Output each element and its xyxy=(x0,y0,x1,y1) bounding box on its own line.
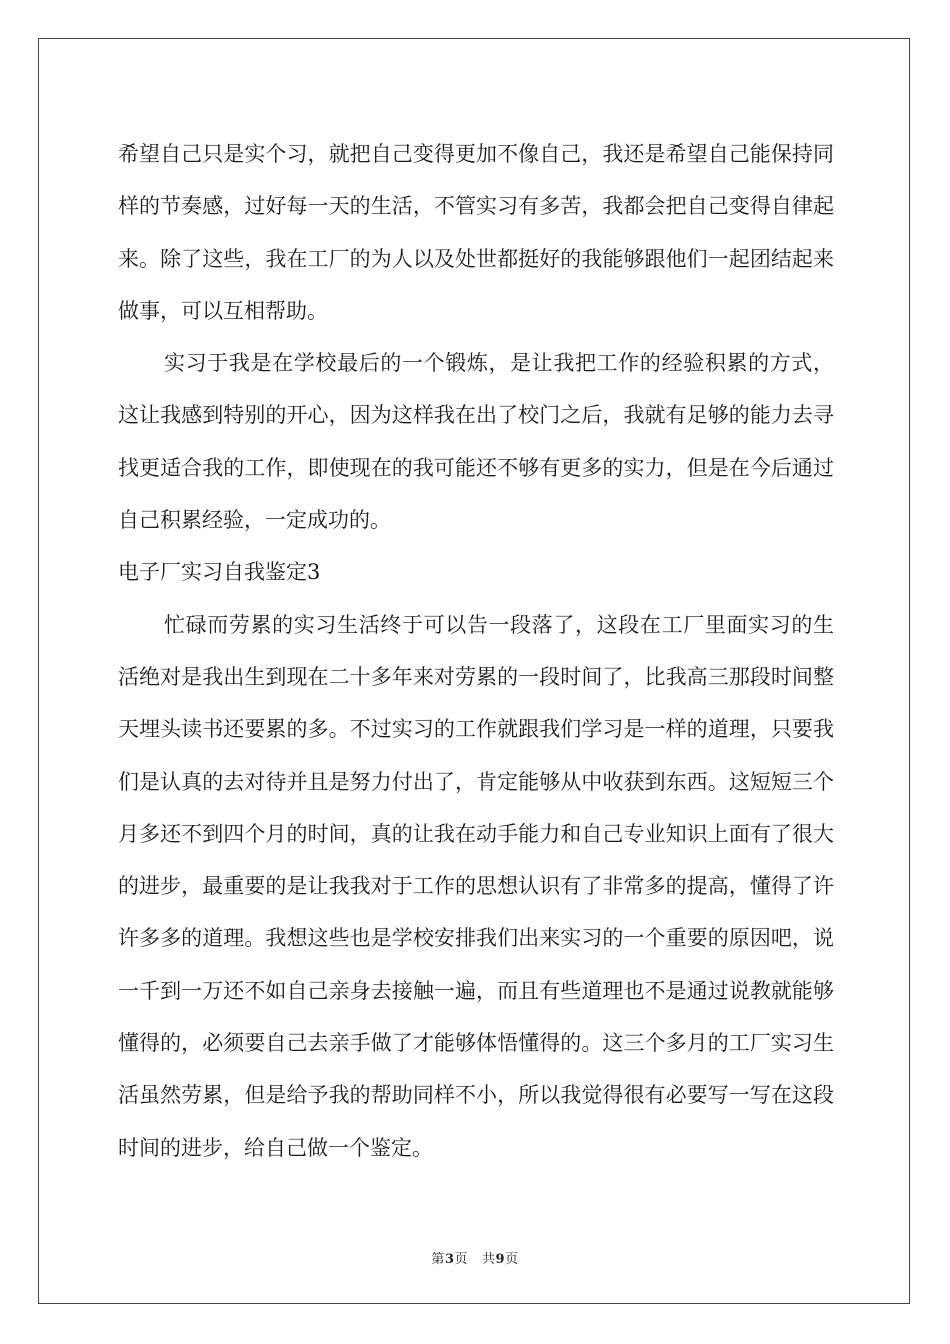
page-current: 3 xyxy=(444,1252,455,1267)
paragraph-2: 实习于我是在学校最后的一个锻炼，是让我把工作的经验积累的方式，这让我感到特别的开心，因为这样我在出了校门之后，我就有足够的能力去寻找更适合我的工作，即使现在的我可能还不够有更多的实力，但是在今后通过自己积累经验，一定成功的。 xyxy=(118,351,834,533)
page-prefix: 第 xyxy=(431,1252,445,1267)
paragraph-3: 忙碌而劳累的实习生活终于可以告一段落了，这段在工厂里面实习的生活绝对是我出生到现在二十多年来对劳累的一段时间了，比我高三那段时间整天埋头读书还要累的多。不过实习的工作就跟我们学习是一样的道理，只要我们是认真的去对待并且是努力付出了，肯定能够从中收获到东西。这短短三个月多还不到四个月的时间，真的让我在动手能力和自己专业知识上面有了很大的进步，最重要的是让我我对于工作的思想认识有了非常多的提高，懂得了许许多多的道理。我想这些也是学校安排我们出来实习的一个重要的原因吧，说一千到一万还不如自己亲身去接触一遍，而且有些道理也不是通过说教就能够懂得的，必须要自己去亲手做了才能够体悟懂得的。这三个多月的工厂实习生活虽然劳累，但是给予我的帮助同样不小，所以我觉得很有必要写一写在这段时间的进步，给自己做一个鉴定。 xyxy=(118,612,834,1160)
document-body xyxy=(118,128,834,1174)
section-heading: 电子厂实习自我鉴定3 xyxy=(118,560,321,585)
total-suffix: 页 xyxy=(505,1252,519,1267)
page-suffix: 页 xyxy=(454,1252,468,1267)
page-footer xyxy=(0,1248,950,1267)
paragraph-1: 希望自己只是实个习，就把自己变得更加不像自己，我还是希望自己能保持同样的节奏感，过好每一天的生活，不管实习有多苦，我都会把自己变得自律起来。除了这些，我在工厂的为人以及处世都挺好的我能够跟他们一起团结起来做事，可以互相帮助。 xyxy=(118,142,834,323)
total-prefix: 共 xyxy=(482,1252,496,1267)
page-total: 9 xyxy=(495,1252,506,1267)
